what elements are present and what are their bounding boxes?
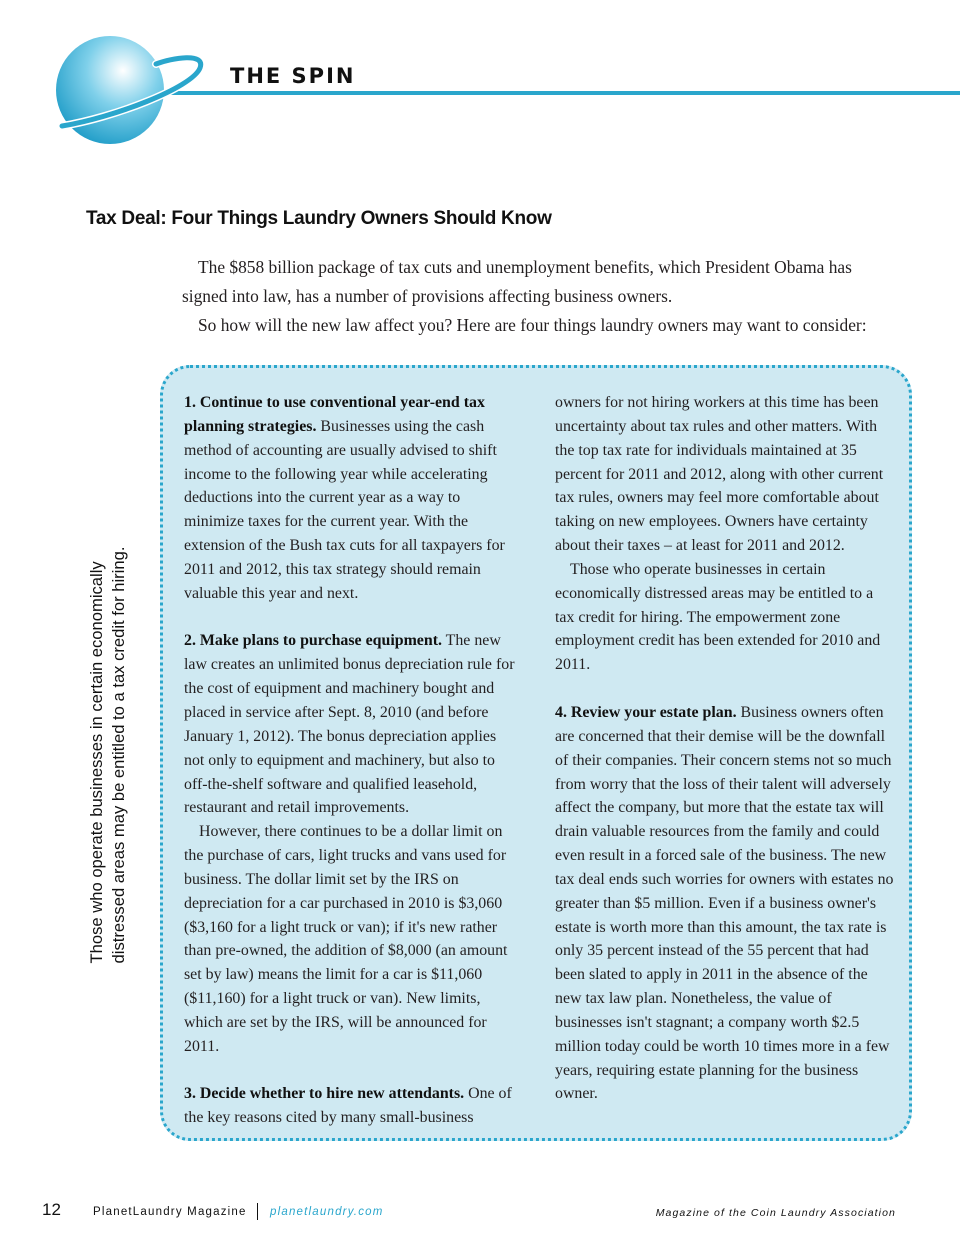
item-3-continued xyxy=(555,391,895,677)
item-heading: 3. Decide whether to hire new attendants. xyxy=(184,1085,465,1103)
item-2 xyxy=(184,629,520,1058)
item-body: Business owners often are concerned that their demise will be the downfall of their companies. Their concern stems not so much from worry that the loss of their talent will adversely affect the company, but more that the estate tax will drain valuable resources from the family and could even result in a forced sale of the business. The new tax deal ends such worries for owners with estates no greater than $5 million. Even if a business owner's estate is worth more than this amount, the tax rate is only 35 percent instead of the 55 percent that had been slated to apply in 2011 in the absence of the new tax law plan. Nonetheless, the value of businesses isn't stagnant; a company worth $2.5 million today could be worth 10 times more in a few years, requiring estate planning for the business owner. xyxy=(555,703,894,1103)
footer-separator xyxy=(257,1203,258,1220)
item-heading: 4. Review your estate plan. xyxy=(555,703,737,721)
item-body: owners for not hiring workers at this time has been uncertainty about tax rules and other matters. With the top tax rate for individuals maintained at 35 percent for 2011 and 2012, along with other current tax rules, owners may feel more comfortable about taking on new employees. Owners have certainty about their taxes – at least for 2011 and 2012. xyxy=(555,394,884,555)
association-tagline: Magazine of the Coin Laundry Association xyxy=(655,1207,896,1219)
item-body: One of the key reasons cited by many small-business xyxy=(184,1085,512,1127)
item-3 xyxy=(184,1082,520,1130)
pull-quote-line: Those who operate businesses in certain economically xyxy=(87,561,106,964)
item-1 xyxy=(184,391,520,606)
item-body: Businesses using the cash method of accounting are usually advised to shift income to the following year while accelerating deductions into the current year as a way to minimize taxes for the current year. With the extension of the Bush tax cuts for all taxpayers for 2011 and 2012, this tax strategy should remain valuable this year and next. xyxy=(184,417,505,602)
item-body: However, there continues to be a dollar limit on the purchase of cars, light trucks and vans used for business. The dollar limit set by the IRS on depreciation for a car purchased in 2010 is $3,060 ($3,160 for a light truck or van); if it's new rather than pre-owned, the addition of $8,000 (an amount set by law) means the limit for a car is $11,060 ($11,160) for a light truck or van). New limits, which are set by the IRS, will be announced for 2011. xyxy=(184,823,508,1055)
website-link[interactable]: planetlaundry.com xyxy=(270,1206,384,1218)
left-column xyxy=(184,391,520,1130)
article-title: Tax Deal: Four Things Laundry Owners Should Know xyxy=(86,208,552,229)
section-label: THE SPIN xyxy=(230,64,356,88)
right-column xyxy=(555,391,895,1106)
planet-ring-logo-icon xyxy=(52,28,212,156)
article-intro xyxy=(182,253,890,340)
intro-paragraph: The $858 billion package of tax cuts and unemployment benefits, which President Obama has signed into law, has a number of provisions affecting business owners. xyxy=(182,257,852,306)
item-heading: 2. Make plans to purchase equipment. xyxy=(184,632,442,650)
footer xyxy=(0,1200,960,1224)
item-4 xyxy=(555,701,895,1106)
item-heading: 1. Continue to use conventional year-end tax planning strategies. xyxy=(184,394,485,435)
intro-paragraph: So how will the new law affect you? Here are four things laundry owners may want to consider: xyxy=(198,315,867,335)
item-body: Those who operate businesses in certain economically distressed areas may be entitled to a tax credit for hiring. The empowerment zone employment credit has been extended for 2010 and 2011. xyxy=(555,560,881,674)
header-rule xyxy=(150,91,960,95)
pull-quote xyxy=(86,547,130,964)
item-body: The new law creates an unlimited bonus depreciation rule for the cost of equipment and machinery bought and placed in service after Sept. 8, 2010 (and before January 1, 2012). The bonus depreciation applies not only to equipment and machinery, but also to off-the-shelf software and qualified leasehold, restaurant and retail improvements. xyxy=(184,632,515,817)
page-number: 12 xyxy=(42,1200,61,1219)
magazine-name: PlanetLaundry Magazine xyxy=(93,1206,247,1218)
pull-quote-line: distressed areas may be entitled to a tax credit for hiring. xyxy=(109,546,128,964)
